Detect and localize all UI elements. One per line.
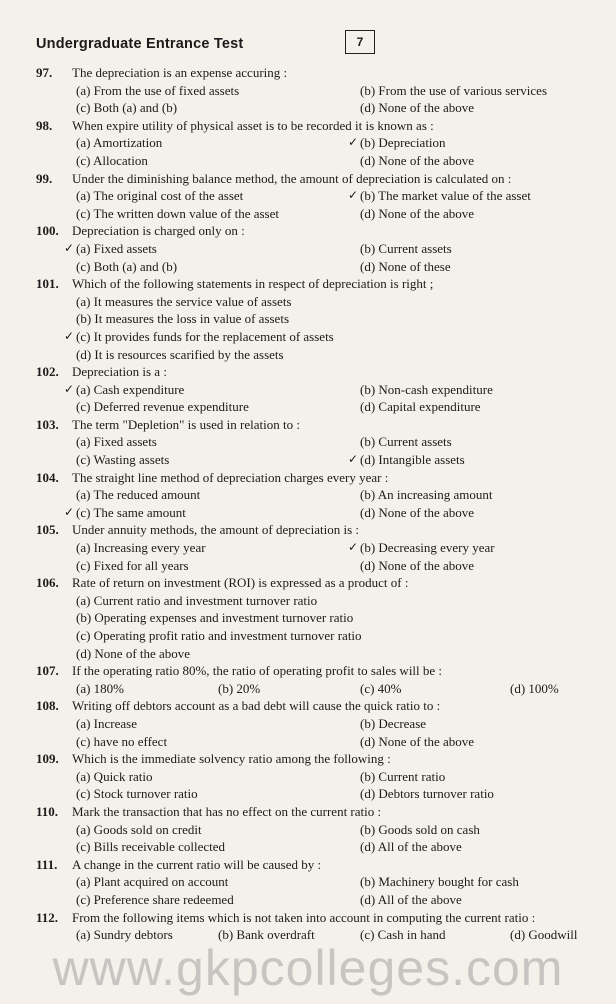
question-line xyxy=(0,574,616,592)
option-row xyxy=(0,433,616,451)
option-text: (c) Allocation xyxy=(76,152,148,168)
option-text: (c) The written down value of the asset xyxy=(76,205,279,221)
option-text: ✓ (a) Cash expenditure xyxy=(64,381,185,397)
option-text: (b) Non-cash expenditure xyxy=(360,381,493,397)
option-text: (c) Wasting assets xyxy=(76,452,170,468)
option-row xyxy=(0,715,616,733)
question-text: Under annuity methods, the amount of depreciation is : xyxy=(72,522,360,538)
question-line xyxy=(0,117,616,135)
question-number: 112. xyxy=(36,909,59,925)
option-text: ✓ (c) It provides funds for the replacement of assets xyxy=(64,328,334,344)
option-text: (c) have no effect xyxy=(76,733,168,749)
option-text: (d) It is resources scarified by the assets xyxy=(76,346,284,362)
question-line xyxy=(0,275,616,293)
option-row xyxy=(0,592,616,610)
option-text: (c) Operating profit ratio and investment turnover ratio xyxy=(76,628,362,643)
question-text: Which is the immediate solvency ratio among the following : xyxy=(72,751,391,767)
option-text: (d) All of the above xyxy=(360,839,462,855)
option-text: (d) None of the above xyxy=(360,205,475,221)
option-text: (c) Cash in hand xyxy=(360,927,446,943)
option-row xyxy=(0,381,616,399)
question-text: When expire utility of physical asset is to be recorded it is known as : xyxy=(72,117,434,133)
option-text: (c) Stock turnover ratio xyxy=(76,786,198,802)
question-text: Depreciation is charged only on : xyxy=(72,223,245,239)
option-text: (a) Plant acquired on account xyxy=(76,874,229,890)
question-item xyxy=(0,117,616,170)
question-item xyxy=(0,363,616,416)
option-text: (d) None of the above xyxy=(360,100,475,116)
option-row xyxy=(0,627,616,645)
option-row xyxy=(0,240,616,258)
option-text: (d) Debtors turnover ratio xyxy=(360,786,494,802)
option-row xyxy=(0,821,616,839)
option-text: (c) Bills receivable collected xyxy=(76,839,226,855)
option-text: (c) Deferred revenue expenditure xyxy=(76,399,249,415)
option-row xyxy=(0,82,616,100)
page-number-box: 7 xyxy=(345,30,375,54)
option-text: ✓ (d) Intangible assets xyxy=(348,452,465,468)
option-text: (d) All of the above xyxy=(360,891,462,907)
option-row xyxy=(0,310,616,328)
option-text: (d) None of the above xyxy=(360,152,475,168)
option-row xyxy=(0,451,616,469)
option-text: (d) Capital expenditure xyxy=(360,399,481,415)
option-text: (b) Current assets xyxy=(360,434,452,450)
option-row xyxy=(0,398,616,416)
check-mark-icon: ✓ xyxy=(348,135,359,150)
option-row xyxy=(0,258,616,276)
question-item xyxy=(0,222,616,275)
question-number: 106. xyxy=(36,575,59,591)
option-text: (d) None of the above xyxy=(360,557,475,573)
option-row xyxy=(0,768,616,786)
option-text: (b) It measures the loss in value of assets xyxy=(76,311,290,327)
option-row xyxy=(0,645,616,663)
question-item xyxy=(0,856,616,909)
option-text: ✓ (b) The market value of the asset xyxy=(348,188,531,204)
question-number: 104. xyxy=(36,469,59,485)
option-text: (a) Increasing every year xyxy=(76,540,206,556)
header-title: Undergraduate Entrance Test xyxy=(36,36,244,52)
question-number: 108. xyxy=(36,698,59,714)
question-number: 102. xyxy=(36,364,59,380)
question-line xyxy=(0,662,616,680)
check-mark-icon: ✓ xyxy=(64,328,75,343)
option-text: (a) The original cost of the asset xyxy=(76,188,244,204)
option-text: (a) From the use of fixed assets xyxy=(76,82,240,98)
option-row xyxy=(0,134,616,152)
question-text: A change in the current ratio will be caused by : xyxy=(72,856,322,872)
option-text: (c) Preference share redeemed xyxy=(76,891,234,907)
option-row xyxy=(0,187,616,205)
option-text: (a) Goods sold on credit xyxy=(76,821,202,837)
option-row xyxy=(0,609,616,627)
check-mark-icon: ✓ xyxy=(348,452,359,467)
option-text: ✓ (b) Decreasing every year xyxy=(348,540,495,556)
question-item xyxy=(0,64,616,117)
question-text: The term "Depletion" is used in relation to : xyxy=(72,416,300,432)
option-row xyxy=(0,539,616,557)
question-line xyxy=(0,521,616,539)
option-row xyxy=(0,557,616,575)
option-text: (b) Bank overdraft xyxy=(218,927,315,943)
option-text: (c) Fixed for all years xyxy=(76,557,189,573)
question-item xyxy=(0,170,616,223)
option-row xyxy=(0,733,616,751)
option-text: (d) None of these xyxy=(360,258,451,274)
question-text: Rate of return on investment (ROI) is expressed as a product of : xyxy=(72,575,409,591)
question-line xyxy=(0,909,616,927)
question-number: 109. xyxy=(36,751,59,767)
question-item xyxy=(0,469,616,522)
option-row xyxy=(0,680,616,698)
question-number: 111. xyxy=(36,856,58,872)
option-text: (a) 180% xyxy=(76,680,125,696)
question-number: 107. xyxy=(36,663,59,679)
question-item xyxy=(0,803,616,856)
question-line xyxy=(0,170,616,188)
question-text: The straight line method of depreciation charges every year : xyxy=(72,469,389,485)
option-text: (c) Both (a) and (b) xyxy=(76,258,178,274)
option-text: (b) Current ratio xyxy=(360,768,446,784)
option-row xyxy=(0,205,616,223)
option-text: (b) Goods sold on cash xyxy=(360,821,480,837)
option-row xyxy=(0,293,616,311)
question-list xyxy=(0,64,616,944)
option-row xyxy=(0,838,616,856)
question-text: If the operating ratio 80%, the ratio of operating profit to sales will be : xyxy=(72,663,443,679)
option-row xyxy=(0,152,616,170)
option-row xyxy=(0,785,616,803)
option-text: (b) Current assets xyxy=(360,240,452,256)
option-row xyxy=(0,99,616,117)
question-line xyxy=(0,697,616,715)
question-line xyxy=(0,469,616,487)
question-number: 97. xyxy=(36,65,53,80)
question-line xyxy=(0,856,616,874)
option-text: (a) Quick ratio xyxy=(76,768,153,784)
option-text: (b) Decrease xyxy=(360,715,427,731)
question-number: 101. xyxy=(36,276,59,292)
question-item xyxy=(0,697,616,750)
question-line xyxy=(0,416,616,434)
option-text: (a) Sundry debtors xyxy=(76,927,173,943)
question-text: Which of the following statements in respect of depreciation is right ; xyxy=(72,276,434,292)
question-number: 105. xyxy=(36,522,59,538)
question-item xyxy=(0,750,616,803)
question-line xyxy=(0,363,616,381)
question-text: The depreciation is an expense accuring : xyxy=(72,65,288,80)
option-text: (a) It measures the service value of assets xyxy=(76,293,292,309)
option-row xyxy=(0,891,616,909)
option-text: (c) Both (a) and (b) xyxy=(76,100,178,116)
question-item xyxy=(0,416,616,469)
page-header xyxy=(36,30,596,60)
option-text: (d) None of the above xyxy=(360,504,475,520)
option-text: ✓ (c) The same amount xyxy=(64,504,186,520)
option-row xyxy=(0,328,616,346)
question-text: Writing off debtors account as a bad debt will cause the quick ratio to : xyxy=(72,698,441,714)
option-text: (d) None of the above xyxy=(76,645,191,661)
option-row xyxy=(0,346,616,364)
option-text: ✓ (b) Depreciation xyxy=(348,135,446,151)
question-number: 100. xyxy=(36,223,59,239)
question-line xyxy=(0,803,616,821)
question-item xyxy=(0,521,616,574)
option-text: (b) Operating expenses and investment turnover ratio xyxy=(76,610,354,626)
check-mark-icon: ✓ xyxy=(64,240,75,255)
option-row xyxy=(0,873,616,891)
question-item xyxy=(0,574,616,662)
question-number: 103. xyxy=(36,416,59,432)
question-item xyxy=(0,662,616,697)
option-text: (b) Machinery bought for cash xyxy=(360,874,519,890)
check-mark-icon: ✓ xyxy=(64,381,75,396)
question-number: 98. xyxy=(36,117,53,133)
question-text: Under the diminishing balance method, the amount of depreciation is calculated on : xyxy=(72,170,512,186)
option-text: (d) None of the above xyxy=(360,733,475,749)
question-text: Mark the transaction that has no effect on the current ratio : xyxy=(72,803,382,819)
check-mark-icon: ✓ xyxy=(348,540,359,555)
option-text: (b) An increasing amount xyxy=(360,487,493,503)
option-text: ✓ (a) Fixed assets xyxy=(64,240,157,256)
question-line xyxy=(0,64,616,82)
option-text: (b) From the use of various services xyxy=(360,82,548,98)
question-item xyxy=(0,275,616,363)
option-text: (a) Amortization xyxy=(76,135,163,151)
option-text: (a) Increase xyxy=(76,715,137,731)
option-text: (c) 40% xyxy=(360,680,402,696)
option-row xyxy=(0,486,616,504)
check-mark-icon: ✓ xyxy=(64,504,75,519)
option-text: (d) 100% xyxy=(510,680,559,696)
option-row xyxy=(0,504,616,522)
option-text: (b) 20% xyxy=(218,680,261,696)
watermark: www.gkpcolleges.com xyxy=(52,940,564,996)
question-number: 99. xyxy=(36,170,53,186)
option-text: (d) Goodwill xyxy=(510,927,578,943)
option-text: (a) Fixed assets xyxy=(76,434,157,450)
check-mark-icon: ✓ xyxy=(348,188,359,203)
question-text: From the following items which is not taken into account in computing the current ratio : xyxy=(72,909,536,925)
question-text: Depreciation is a : xyxy=(72,364,167,380)
option-text: (a) The reduced amount xyxy=(76,487,201,503)
question-line xyxy=(0,750,616,768)
question-line xyxy=(0,222,616,240)
option-text: (a) Current ratio and investment turnover ratio xyxy=(76,592,318,608)
question-number: 110. xyxy=(36,803,59,819)
